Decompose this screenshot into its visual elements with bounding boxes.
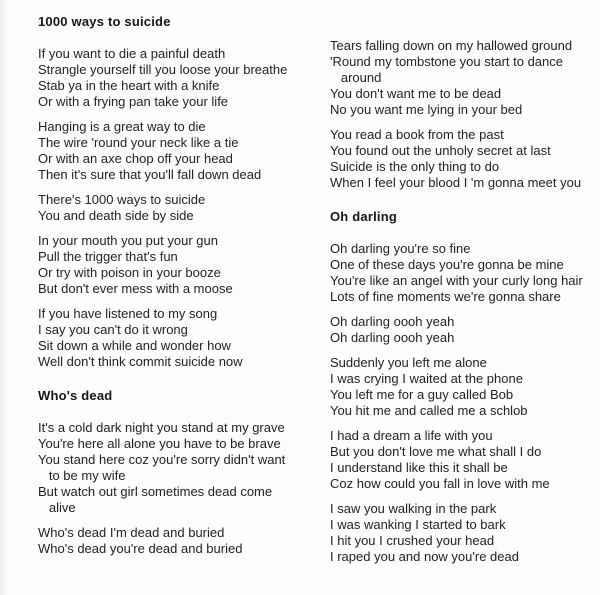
lyric-stanza (330, 314, 596, 346)
lyric-line: Oh darling oooh yeah (330, 330, 455, 345)
lyric-line: I raped you and now you're dead (330, 549, 519, 564)
song-section (38, 388, 324, 557)
lyric-line: You and death side by side (38, 208, 194, 223)
lyric-line: You don't want me to be dead (330, 86, 502, 101)
lyric-line: There's 1000 ways to suicide (38, 192, 206, 207)
lyrics-column-left (38, 14, 324, 566)
lyric-line: The wire 'round your neck like a tie (38, 135, 239, 150)
lyric-line: Oh darling you're so fine (330, 241, 471, 256)
lyric-line: Oh darling oooh yeah (330, 314, 455, 329)
lyric-line: I had a dream a life with you (330, 428, 493, 443)
lyric-line: Hanging is a great way to die (38, 119, 206, 134)
lyric-line: to be my wife (38, 468, 126, 483)
lyric-line: Then it's sure that you'll fall down dead (38, 167, 262, 182)
lyric-stanza (38, 46, 324, 110)
lyric-line: I was wanking I started to bark (330, 517, 506, 532)
lyric-stanza (38, 233, 324, 297)
lyric-line: Or try with poison in your booze (38, 265, 221, 280)
lyric-stanza (38, 306, 324, 370)
lyric-line: You hit me and called me a schlob (330, 403, 528, 418)
lyric-line: alive (38, 500, 76, 515)
lyric-line: Coz how could you fall in love with me (330, 476, 550, 491)
lyric-line: You stand here coz you're sorry didn't want (38, 452, 286, 467)
lyric-line: Lots of fine moments we're gonna share (330, 289, 561, 304)
lyric-line: If you want to die a painful death (38, 46, 226, 61)
lyric-line: Tears falling down on my hallowed ground (330, 38, 573, 53)
lyric-stanza (330, 428, 596, 492)
lyric-stanza (38, 525, 324, 557)
lyric-line: But don't ever mess with a moose (38, 281, 233, 296)
lyric-stanza (330, 241, 596, 305)
song-title: Who's dead (38, 388, 113, 403)
lyric-line: You're here all alone you have to be brave (38, 436, 281, 451)
lyric-line: When I feel your blood I 'm gonna meet you (330, 175, 582, 190)
lyric-line: I hit you I crushed your head (330, 533, 495, 548)
lyric-line: You left me for a guy called Bob (330, 387, 514, 402)
lyric-line: I saw you walking in the park (330, 501, 497, 516)
lyric-stanza (330, 501, 596, 565)
lyric-line: If you have listened to my song (38, 306, 218, 321)
lyric-line: Well don't think commit suicide now (38, 354, 243, 369)
song-title: 1000 ways to suicide (38, 14, 171, 29)
lyric-line: But you don't love me what shall I do (330, 444, 542, 459)
lyric-stanza (330, 355, 596, 419)
lyric-line: I say you can't do it wrong (38, 322, 188, 337)
lyric-line: Suicide is the only thing to do (330, 159, 500, 174)
lyric-line: You read a book from the past (330, 127, 504, 142)
lyrics-column-right (330, 38, 596, 574)
lyric-stanza (330, 38, 596, 118)
lyric-line: I was crying I waited at the phone (330, 371, 523, 386)
lyric-line: Who's dead you're dead and buried (38, 541, 243, 556)
lyric-line: In your mouth you put your gun (38, 233, 218, 248)
lyric-line: Who's dead I'm dead and buried (38, 525, 225, 540)
lyric-line: You found out the unholy secret at last (330, 143, 551, 158)
lyric-line: One of these days you're gonna be mine (330, 257, 564, 272)
lyric-stanza (330, 127, 596, 191)
lyric-stanza (38, 420, 324, 516)
song-title: Oh darling (330, 209, 397, 224)
song-section (38, 14, 324, 370)
lyric-line: 'Round my tombstone you start to dance (330, 54, 563, 69)
lyric-stanza (38, 192, 324, 224)
lyric-line: around (330, 70, 382, 85)
lyric-line: Stab ya in the heart with a knife (38, 78, 220, 93)
lyric-line: It's a cold dark night you stand at my grave (38, 420, 285, 435)
lyric-line: Sit down a while and wonder how (38, 338, 231, 353)
lyric-line: No you want me lying in your bed (330, 102, 523, 117)
song-section (330, 38, 596, 191)
lyric-line: Strangle yourself till you loose your breathe (38, 62, 288, 77)
lyric-line: But watch out girl sometimes dead come (38, 484, 273, 499)
lyric-line: Suddenly you left me alone (330, 355, 487, 370)
lyric-line: I understand like this it shall be (330, 460, 508, 475)
lyric-stanza (38, 119, 324, 183)
lyric-line: Or with a frying pan take your life (38, 94, 229, 109)
lyric-line: You're like an angel with your curly long hair (330, 273, 583, 288)
song-section (330, 209, 596, 565)
lyric-line: Or with an axe chop off your head (38, 151, 233, 166)
lyric-line: Pull the trigger that's fun (38, 249, 178, 264)
